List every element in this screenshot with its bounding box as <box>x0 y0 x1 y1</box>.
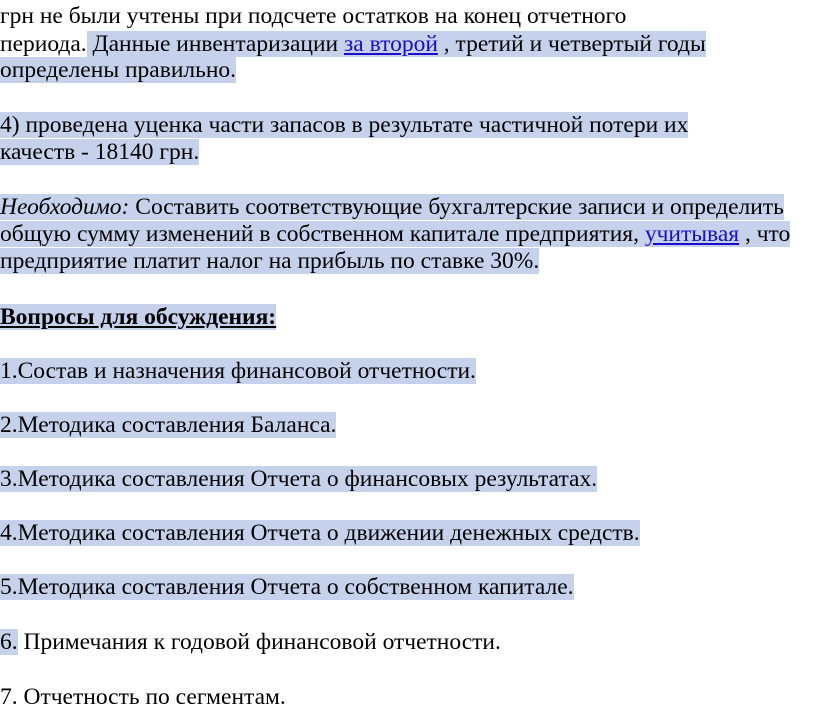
link-za-vtoroy[interactable]: за второй <box>344 31 438 57</box>
link-uchityvaya[interactable]: учитывая <box>644 221 740 247</box>
question-text-7: 7. Отчетность по сегментам. <box>0 684 286 710</box>
question-item <box>0 683 286 711</box>
question-item <box>0 357 476 385</box>
task-text-3: предприятие платит налог на прибыль по ставке 30%. <box>0 248 540 274</box>
question-text-1: 1.Состав и назначения финансовой отчетности. <box>0 358 476 384</box>
task-line-3 <box>0 247 539 275</box>
question-item <box>0 628 501 656</box>
question-number-6: 6. <box>0 629 18 655</box>
inventory-text-1: грн не были учтены при подсчете остатков на конец отчетного <box>0 3 627 29</box>
question-item <box>0 573 574 601</box>
inventory-text-2c: , третий и четвертый годы <box>437 31 706 57</box>
markdown-line-1 <box>0 111 688 139</box>
question-text-3: 3.Методика составления Отчета о финансовых результатах. <box>0 466 598 492</box>
markdown-line-2 <box>0 138 199 166</box>
inventory-text-2a: периода. <box>0 31 87 57</box>
inventory-line-2 <box>0 30 706 58</box>
task-text-2: общую сумму изменений в собственном капитале предприятия, <box>0 221 645 247</box>
task-line-2 <box>0 220 790 248</box>
inventory-text-3: определены правильно. <box>0 57 237 83</box>
question-item <box>0 411 336 439</box>
question-item <box>0 519 640 547</box>
inventory-line-3 <box>0 56 236 84</box>
questions-heading: Вопросы для обсуждения: <box>0 304 277 330</box>
question-text-5: 5.Методика составления Отчета о собственном капитале. <box>0 574 574 600</box>
markdown-text-2: качеств - 18140 грн. <box>0 139 200 165</box>
questions-heading-line <box>0 303 276 331</box>
question-item <box>0 465 597 493</box>
inventory-line-1 <box>0 2 626 30</box>
question-text-4: 4.Методика составления Отчета о движении денежных средств. <box>0 520 640 546</box>
inventory-text-2b: Данные инвентаризации <box>86 31 345 57</box>
question-text-6: Примечания к годовой финансовой отчетности. <box>17 629 501 655</box>
task-text-2b: , что <box>739 221 791 247</box>
markdown-text-1: 4) проведена уценка части запасов в результате частичной потери их <box>0 112 689 138</box>
question-text-2: 2.Методика составления Баланса. <box>0 412 337 438</box>
task-text-1: Составить соответствующие бухгалтерские записи и определить <box>129 194 784 220</box>
task-line-1 <box>0 193 784 221</box>
task-label: Необходимо: <box>0 194 130 220</box>
